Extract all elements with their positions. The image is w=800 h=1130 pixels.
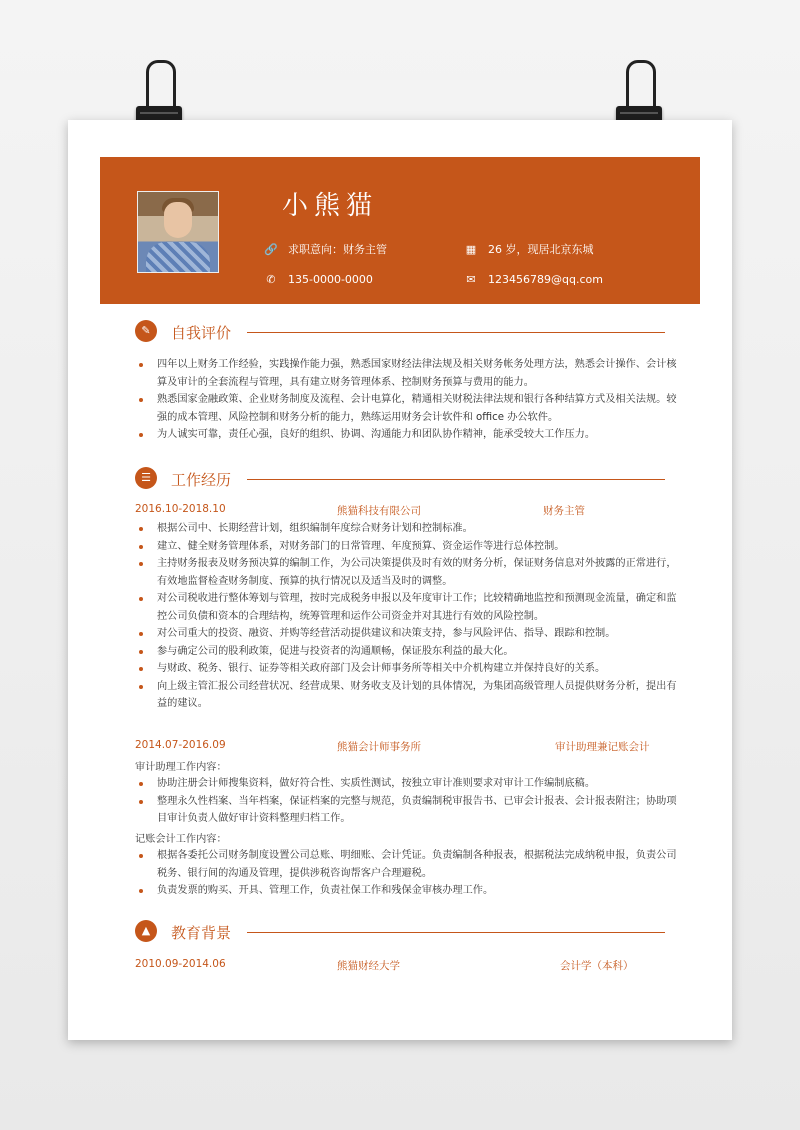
job2-row [135, 739, 665, 755]
section-work: ☰ 工作经历 [135, 467, 665, 491]
list-item: 为人诚实可靠，责任心强，良好的组织、协调、沟通能力和团队协作精神，能承受较大工作压力。 [137, 426, 677, 444]
list-item: 四年以上财务工作经验，实践操作能力强，熟悉国家财经法律法规及相关财务帐务处理方法，熟悉会计操作、会计核算及审计的全套流程与管理，具有建立财务管理体系、控制财务预算与费用的能力。 [137, 356, 677, 391]
list-item: 参与确定公司的股利政策，促进与投资者的沟通顺畅，保证股东利益的最大化。 [137, 643, 677, 661]
list-item: 协助注册会计师搜集资料，做好符合性、实质性测试，按独立审计准则要求对审计工作编制底稿。 [137, 775, 677, 793]
job2-position: 审计助理兼记账会计 [555, 741, 650, 753]
email: ✉ 123456789@qq.com [464, 273, 603, 286]
job2-date: 2014.07-2016.09 [135, 739, 226, 751]
list-item: 根据公司中、长期经营计划，组织编制年度综合财务计划和控制标准。 [137, 520, 677, 538]
id-card-icon: ☰ [135, 467, 157, 489]
job-intent: 🔗 求职意向：财务主管 [264, 242, 387, 256]
job1-company: 熊猫科技有限公司 [337, 505, 421, 517]
job1-row [135, 503, 665, 519]
job1-position: 财务主管 [543, 505, 585, 517]
age-location: ▦ 26 岁，现居北京东城 [465, 242, 594, 256]
phone: ✆ 135-0000-0000 [264, 273, 373, 286]
edit-icon: ✎ [135, 320, 157, 342]
education-row [135, 958, 665, 974]
edu-date: 2010.09-2014.06 [135, 958, 226, 970]
calendar-icon: ▦ [465, 242, 477, 256]
list-item: 熟悉国家金融政策、企业财务制度及流程、会计电算化，精通相关财税法律法规和银行各种结算方式及相关法规。较强的成本管理、风险控制和财务分析的能力，熟练运用财务会计软件和 office 办公软件。 [137, 391, 677, 426]
list-item: 建立、健全财务管理体系，对财务部门的日常管理、年度预算、资金运作等进行总体控制。 [137, 538, 677, 556]
resume-header [100, 157, 700, 304]
job1-list [137, 520, 677, 713]
list-item: 负责发票的购买、开具、管理工作，负责社保工作和残保金审核办理工作。 [137, 882, 677, 900]
list-item: 主持财务报表及财务预决算的编制工作，为公司决策提供及时有效的财务分析，保证财务信息对外披露的正常进行，有效地监督检查财务制度、预算的执行情况以及适当及时的调整。 [137, 555, 677, 590]
list-item: 向上级主管汇报公司经营状况、经营成果、财务收支及计划的具体情况，为集团高级管理人员提供财务分析，提出有益的建议。 [137, 678, 677, 713]
mail-icon: ✉ [466, 273, 476, 286]
edu-major: 会计学（本科） [560, 960, 634, 972]
list-item: 对公司重大的投资、融资、并购等经营活动提供建议和决策支持，参与风险评估、指导、跟踪和控制。 [137, 625, 677, 643]
section-self-eval: ✎ 自我评价 [135, 320, 665, 344]
list-item: 与财政、税务、银行、证券等相关政府部门及会计师事务所等相关中介机构建立并保持良好的关系。 [137, 660, 677, 678]
job2-sub1: 审计助理工作内容： [135, 762, 227, 773]
edu-school: 熊猫财经大学 [337, 960, 400, 972]
job2-sub2: 记账会计工作内容： [135, 834, 227, 845]
job2-list2 [137, 847, 677, 900]
phone-icon: ✆ [266, 273, 276, 286]
list-item: 整理永久性档案、当年档案，保证档案的完整与规范，负责编制税审报告书、已审会计报表、会计报表附注；协助项目审计负责人做好审计资料整理归档工作。 [137, 793, 677, 828]
paperclip-icon: 🔗 [264, 242, 278, 256]
candidate-name: 小熊猫 [282, 191, 379, 221]
job1-date: 2016.10-2018.10 [135, 503, 226, 515]
avatar [137, 191, 219, 273]
job2-list1 [137, 775, 677, 828]
graduation-cap-icon: ▲ [135, 920, 157, 942]
self-eval-list [137, 356, 677, 444]
list-item: 根据各委托公司财务制度设置公司总账、明细账、会计凭证。负责编制各种报表，根据税法完成纳税申报，负责公司税务、银行间的沟通及管理，提供涉税咨询帮客户合理避税。 [137, 847, 677, 882]
list-item: 对公司税收进行整体筹划与管理，按时完成税务申报以及年度审计工作；比较精确地监控和预测现金流量，确定和监控公司负债和资本的合理结构，统筹管理和运作公司资金并对其进行有效的风险控制。 [137, 590, 677, 625]
job2-company: 熊猫会计师事务所 [337, 741, 421, 753]
section-education: ▲ 教育背景 [135, 920, 665, 944]
